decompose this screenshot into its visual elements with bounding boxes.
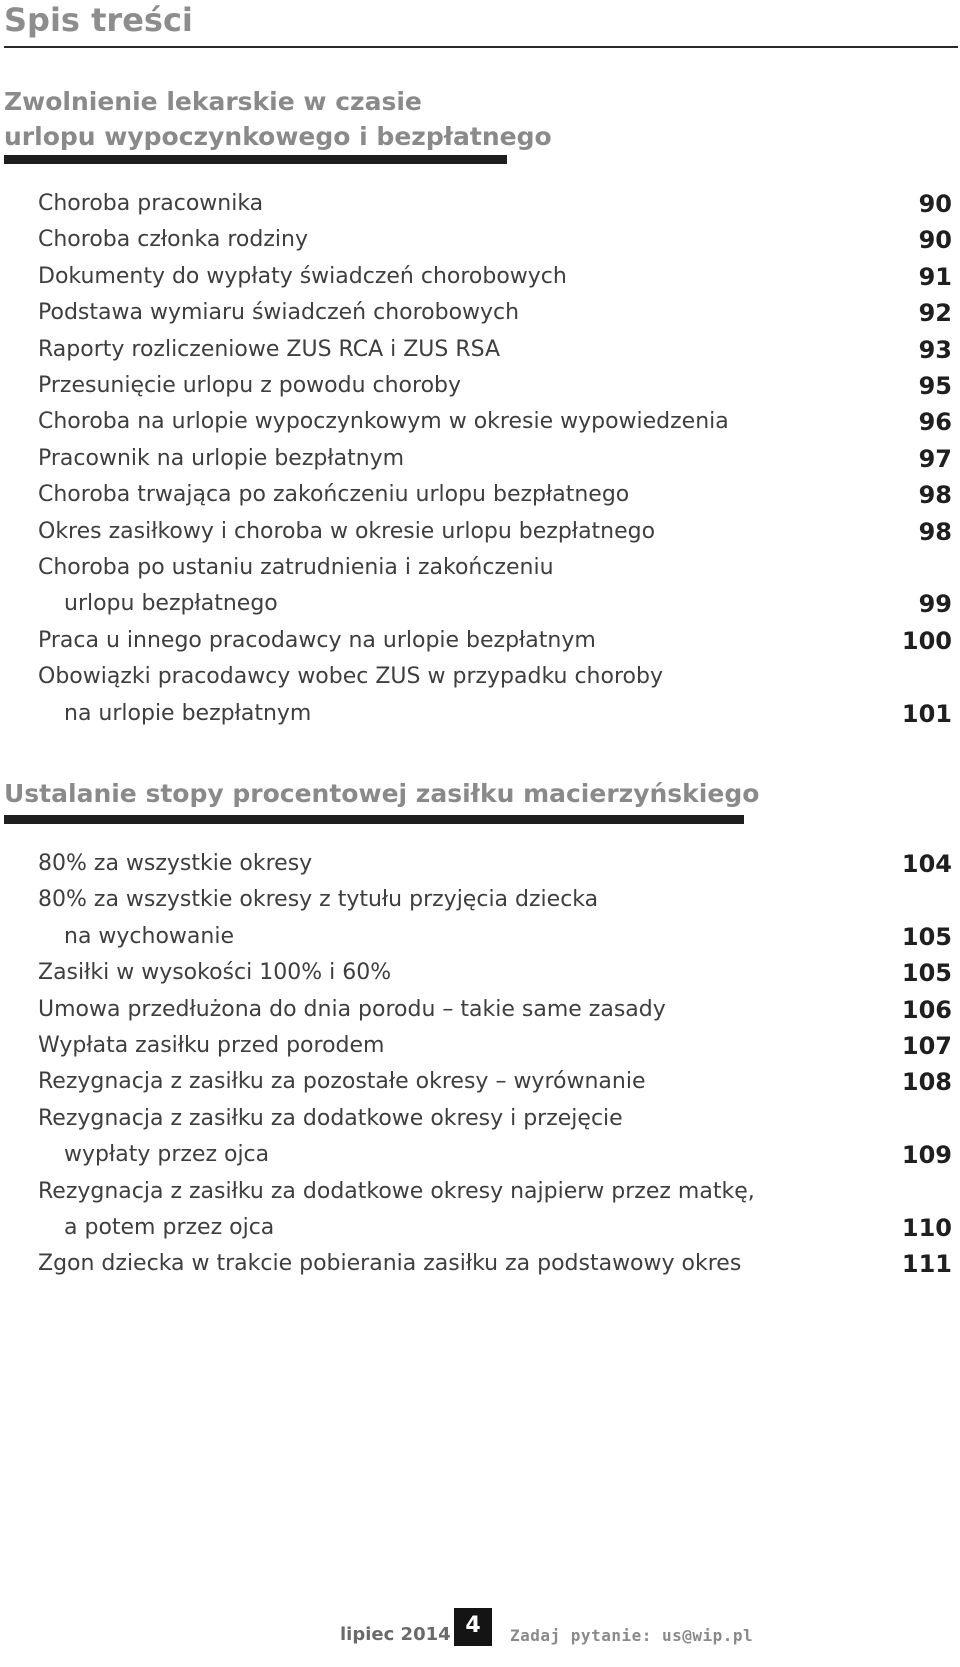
toc-entry[interactable] xyxy=(38,332,952,368)
toc-entry-title: Choroba członka rodziny xyxy=(38,227,308,253)
toc-entry[interactable] xyxy=(38,955,952,991)
toc-page-number: 91 xyxy=(918,262,952,291)
toc-page-number: 104 xyxy=(901,850,952,878)
toc-entry-title: 80% za wszystkie okresy z tytułu przyjęcia dziecka xyxy=(38,887,599,913)
toc-entry[interactable] xyxy=(38,992,952,1028)
toc-entry-title: Raporty rozliczeniowe ZUS RCA i ZUS RSA xyxy=(38,336,501,362)
toc-entry-title: Praca u innego pracodawcy na urlopie bezpłatnym xyxy=(38,627,596,653)
footer-page-number: 4 xyxy=(454,1608,492,1646)
section-heading-line: Ustalanie stopy procentowej zasiłku macierzyńskiego xyxy=(4,779,760,808)
toc-entry-title: Umowa przedłużona do dnia porodu – takie same zasady xyxy=(38,996,666,1022)
toc-page-number: 105 xyxy=(901,922,952,951)
toc-page-number: 97 xyxy=(918,444,952,473)
footer-date: lipiec 2014 xyxy=(340,1624,451,1645)
toc-entry-title: 80% za wszystkie okresy xyxy=(38,851,313,876)
footer-contact[interactable]: Zadaj pytanie: us@wip.pl xyxy=(510,1626,754,1645)
toc-page-number: 107 xyxy=(901,1032,952,1061)
toc-entry-title: Choroba trwająca po zakończeniu urlopu bezpłatnego xyxy=(38,482,630,508)
toc-entry-title: Dokumenty do wypłaty świadczeń chorobowych xyxy=(38,263,567,289)
toc-page-number: 99 xyxy=(918,590,952,619)
toc-entry[interactable] xyxy=(38,222,952,258)
toc-entry-title: Rezygnacja z zasiłku za pozostałe okresy – wyrównanie xyxy=(38,1069,646,1095)
toc-entry[interactable] xyxy=(38,477,952,513)
toc-entry[interactable] xyxy=(38,441,952,477)
toc-entry-title: Okres zasiłkowy i choroba w okresie urlopu bezpłatnego xyxy=(38,518,656,544)
toc-entry[interactable] xyxy=(38,404,952,440)
toc-entry-title: Podstawa wymiaru świadczeń chorobowych xyxy=(38,300,520,326)
toc-entry[interactable] xyxy=(38,1101,952,1174)
toc-page-number: 110 xyxy=(901,1214,952,1243)
toc-entry[interactable] xyxy=(38,1174,952,1247)
section-heading xyxy=(4,84,552,154)
toc-page-number: 109 xyxy=(901,1141,952,1170)
section-bar xyxy=(4,155,507,164)
toc-entry[interactable] xyxy=(38,514,952,550)
toc-entry-title: Zgon dziecka w trakcie pobierania zasiłku za podstawowy okres xyxy=(38,1251,742,1277)
toc-list xyxy=(38,186,952,732)
toc-entry[interactable] xyxy=(38,550,952,623)
toc-entry[interactable] xyxy=(38,1246,952,1282)
title-rule xyxy=(4,46,958,48)
toc-entry[interactable] xyxy=(38,659,952,732)
toc-page-number: 90 xyxy=(918,190,952,218)
toc-page-number: 100 xyxy=(901,626,952,655)
toc-entry[interactable] xyxy=(38,259,952,295)
toc-page-number: 93 xyxy=(918,335,952,364)
toc-page-number: 96 xyxy=(918,408,952,437)
toc-entry[interactable] xyxy=(38,1028,952,1064)
toc-entry-title: Pracownik na urlopie bezpłatnym xyxy=(38,445,405,471)
toc-entry-title-continued: urlopu bezpłatnego xyxy=(64,591,278,617)
toc-entry-title-continued: a potem przez ojca xyxy=(64,1215,275,1241)
toc-entry-title: Choroba na urlopie wypoczynkowym w okresie wypowiedzenia xyxy=(38,409,729,435)
toc-entry-title-continued: na wychowanie xyxy=(64,923,234,949)
page-footer xyxy=(340,1608,780,1656)
toc-entry-title: Wypłata zasiłku przed porodem xyxy=(38,1033,385,1059)
toc-entry[interactable] xyxy=(38,368,952,404)
section-heading xyxy=(4,776,759,811)
section-bar xyxy=(4,815,744,824)
toc-page-number: 106 xyxy=(901,995,952,1024)
toc-page-number: 98 xyxy=(918,481,952,510)
toc-page-number: 92 xyxy=(918,299,952,328)
toc-entry-title: Choroba pracownika xyxy=(38,191,264,216)
toc-entry-title: Rezygnacja z zasiłku za dodatkowe okresy i przejęcie xyxy=(38,1105,623,1131)
toc-entry[interactable] xyxy=(38,295,952,331)
toc-entry-title: Choroba po ustaniu zatrudnienia i zakończeniu xyxy=(38,555,554,581)
toc-entry-title: Zasiłki w wysokości 100% i 60% xyxy=(38,960,392,986)
toc-entry-title: Rezygnacja z zasiłku za dodatkowe okresy najpierw przez matkę, xyxy=(38,1178,755,1204)
toc-list xyxy=(38,846,952,1283)
toc-entry[interactable] xyxy=(38,186,952,222)
toc-page-number: 95 xyxy=(918,372,952,401)
toc-page-number: 98 xyxy=(918,517,952,546)
toc-entry[interactable] xyxy=(38,846,952,882)
toc-page-number: 108 xyxy=(901,1068,952,1097)
toc-page-number: 105 xyxy=(901,959,952,988)
toc-entry[interactable] xyxy=(38,623,952,659)
section-heading-line: urlopu wypoczynkowego i bezpłatnego xyxy=(4,122,552,151)
toc-entry[interactable] xyxy=(38,1064,952,1100)
toc-entry-title-continued: wypłaty przez ojca xyxy=(64,1142,270,1168)
toc-page-number: 101 xyxy=(901,699,952,728)
page-title: Spis treści xyxy=(4,1,193,39)
toc-entry-title-continued: na urlopie bezpłatnym xyxy=(64,700,312,726)
toc-page-number: 90 xyxy=(918,226,952,255)
toc-entry-title: Obowiązki pracodawcy wobec ZUS w przypadku choroby xyxy=(38,664,663,690)
toc-entry-title: Przesunięcie urlopu z powodu choroby xyxy=(38,373,462,399)
toc-page-number: 111 xyxy=(901,1250,952,1279)
toc-entry[interactable] xyxy=(38,882,952,955)
section-heading-line: Zwolnienie lekarskie w czasie xyxy=(4,87,422,116)
